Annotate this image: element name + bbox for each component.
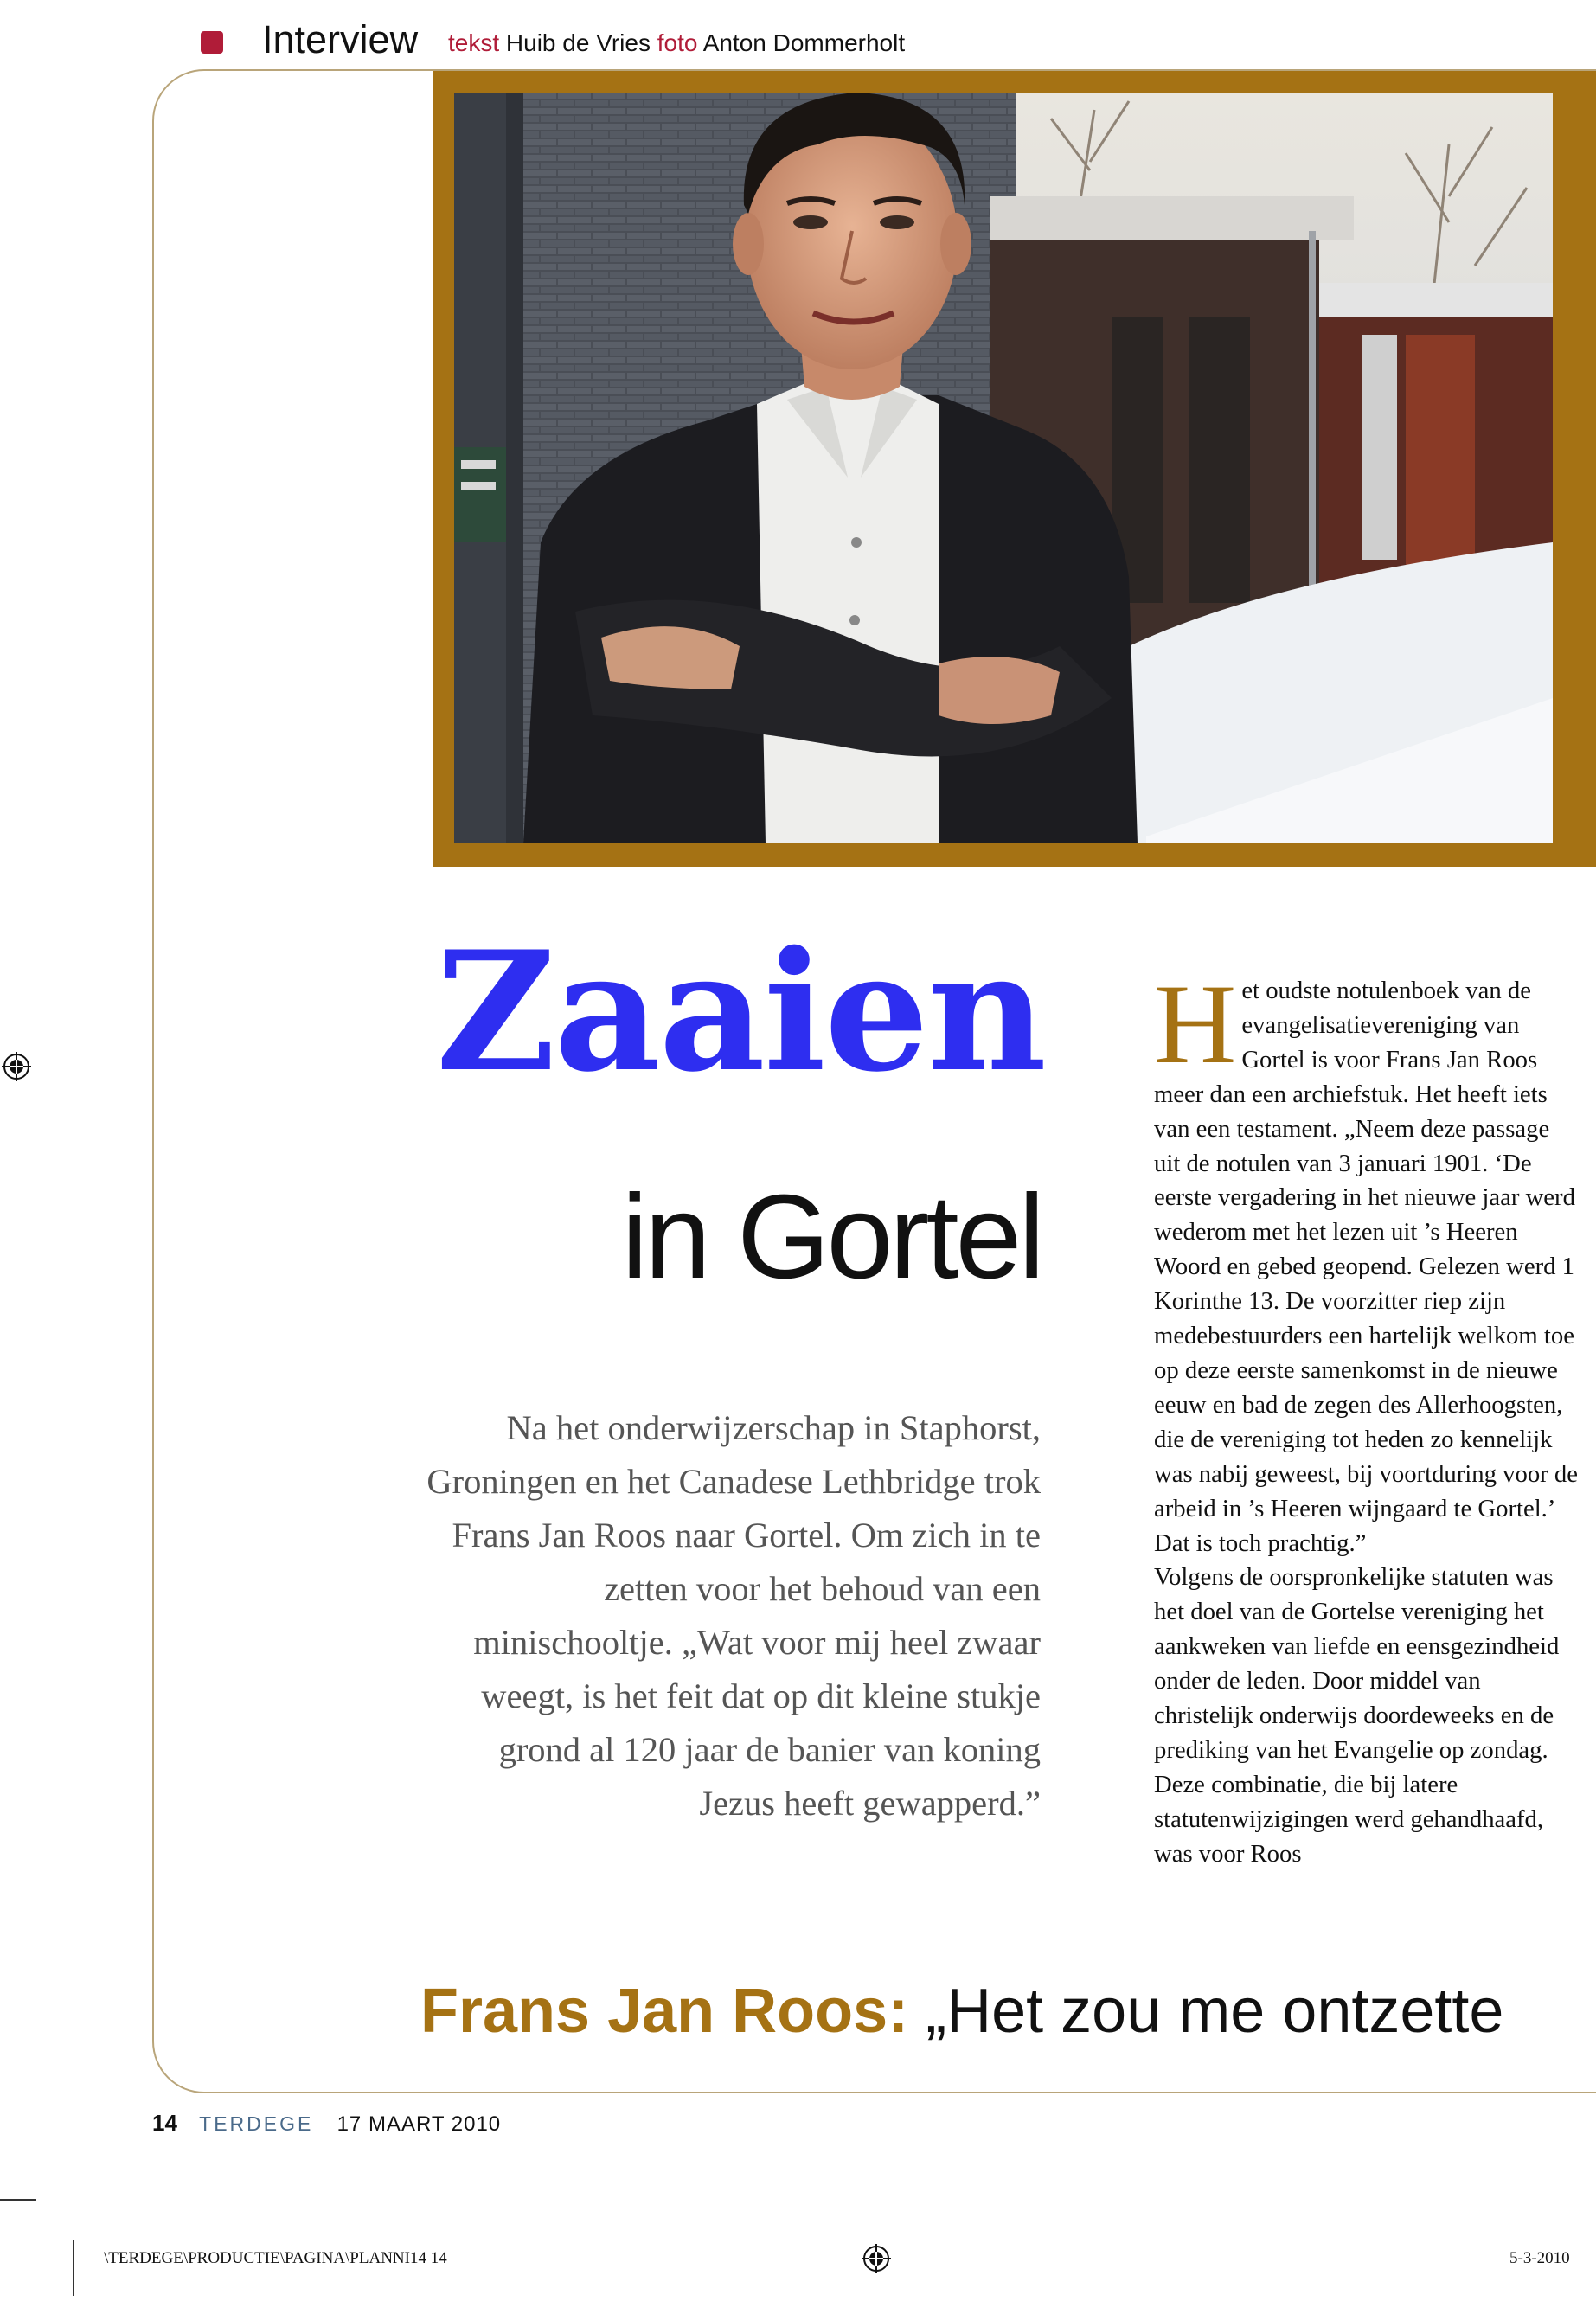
portrait-photo [454, 93, 1553, 843]
photo-label: foto [657, 29, 698, 56]
body-paragraph-1: et oudste notulenboek van de evangelisatievereniging van Gortel is voor Frans Jan Roos meer dan een archiefstuk. Het heeft iets van een testament. „Neem deze passage uit de notulen van 3 januari 1901. ‘De eerste vergadering in het nieuwe jaar werd wederom met het lezen uit ’s Heeren Woord en gebed geopend. Gelezen werd 1 Korinthe 13. De voorzitter riep zijn medebestuurders een hartelijk welkom toe op deze eerste samenkomst in de nieuwe eeuw en bad de zegen des Allerhoogsten, die de vereniging tot heden zo kennelijk was nabij geweest, bij voortduring voor de arbeid in ’s Heeren wijngaard te Gortel.’ Dat is toch prachtig.” [1154, 977, 1578, 1557]
registration-mark-icon [2, 1052, 31, 1081]
page-number: 14 [152, 2110, 177, 2136]
portrait-illustration [454, 93, 1553, 843]
crop-mark [73, 2240, 74, 2296]
credits [448, 26, 905, 61]
pull-quote-name: Frans Jan Roos: [420, 1977, 909, 2046]
folio [152, 2108, 501, 2139]
pull-quote [420, 1972, 1503, 2050]
section-label: Interview [262, 17, 419, 61]
crop-mark [0, 2199, 36, 2201]
section-marker [201, 31, 223, 54]
body-paragraph-2: Volgens de oorspronkelijke statuten was het doel van de Gortelse vereniging het aankweken van liefde en eensgezindheid onder de leden. Door middel van christelijk onderwijs doordeweeks en de prediking van het Evangelie op zondag. Deze combinatie, die bij latere statutenwijzigingen werd gehandhaafd, was voor Roos [1154, 1563, 1560, 1868]
pull-quote-text: „Het zou me ontzette [926, 1977, 1504, 2046]
slug-path: \TERDEGE\PRODUCTIE\PAGINA\PLANNI14 14 [104, 2249, 447, 2267]
registration-mark-icon [862, 2244, 891, 2273]
text-label: tekst [448, 29, 500, 56]
headline-sub: in Gortel [621, 1170, 1042, 1304]
headline: Zaaien [435, 915, 1045, 1108]
slug-date: 5-3-2010 [1509, 2249, 1570, 2267]
lead-paragraph: Na het onderwijzerschap in Staphorst, Groningen en het Canadese Lethbridge trok Frans Jan Roos naar Gortel. Om zich in te zetten voor het behoud van een minischooltje. „Wat voor mij heel zwaar weegt, is het feit dat op dit kleine stukje grond al 120 jaar de banier van koning Jezus heeft gewapperd.” [426, 1408, 1041, 1823]
body-column [1154, 960, 1578, 1872]
issue-date: 17 MAART 2010 [337, 2112, 502, 2136]
photographer: Anton Dommerholt [702, 29, 906, 56]
drop-cap: H [1154, 960, 1237, 1087]
author: Huib de Vries [505, 29, 651, 56]
magazine-name: TERDEGE [199, 2112, 314, 2135]
